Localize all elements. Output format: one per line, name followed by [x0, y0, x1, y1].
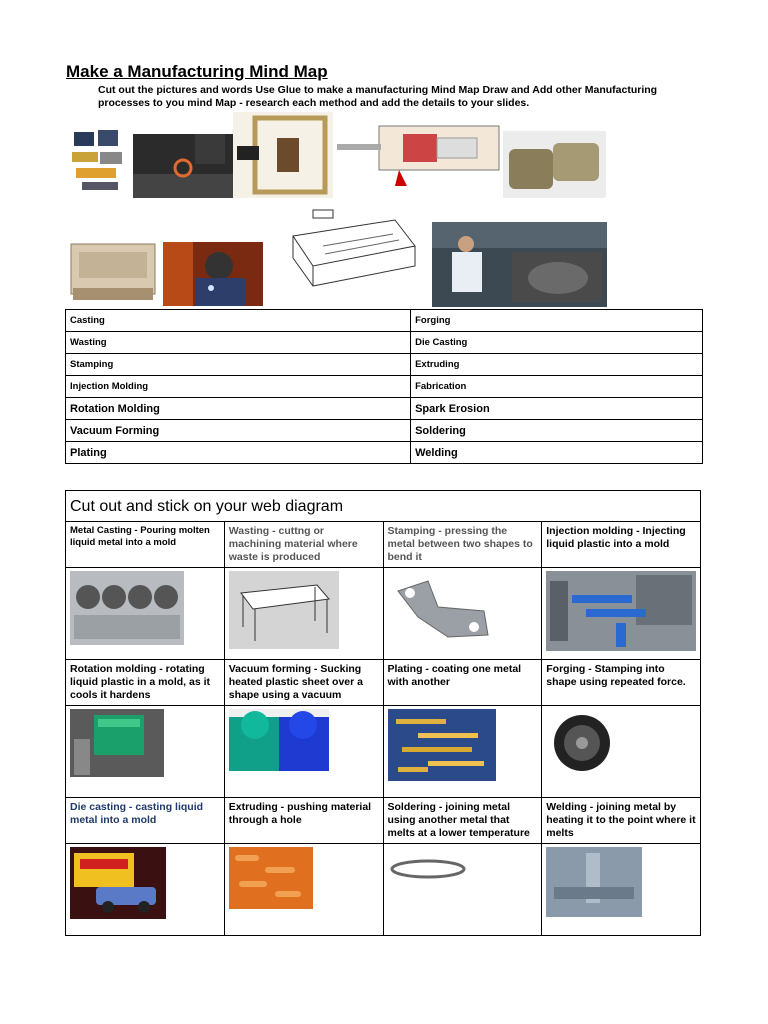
description-cell: Soldering - joining metal using another metal that melts at a lower temperature: [383, 798, 542, 844]
process-cell: Vacuum Forming: [66, 420, 411, 442]
description-cell: Injection molding - Injecting liquid plastic into a mold: [542, 522, 701, 568]
description-cell: Die casting - casting liquid metal into a mold: [66, 798, 225, 844]
description-cell: Welding - joining metal by heating it to the point where it melts: [542, 798, 701, 844]
welded-steel-image: [546, 847, 642, 917]
process-cell: Plating: [66, 442, 411, 464]
process-names-table: [65, 309, 703, 464]
press-machine-image: [233, 112, 333, 198]
injection-molding-diagram: [333, 120, 503, 194]
casting-parts-image: [68, 128, 132, 198]
vacuum-formed-tray-image: [67, 238, 159, 306]
forged-wheel-image: [546, 709, 622, 775]
image-cell: [542, 844, 701, 936]
image-cell: [383, 844, 542, 936]
process-cell: Wasting: [66, 332, 411, 354]
table-drawing-image: [229, 571, 339, 649]
table-row: [66, 376, 703, 398]
table-row: [66, 398, 703, 420]
table-row: [66, 354, 703, 376]
stamped-bracket-image: [388, 571, 498, 647]
description-cell: Plating - coating one metal with another: [383, 660, 542, 706]
process-cell: Die Casting: [411, 332, 703, 354]
image-cell: [66, 844, 225, 936]
description-cell: Vacuum forming - Sucking heated plastic sheet over a shape using a vacuum: [224, 660, 383, 706]
process-cell: Forging: [411, 310, 703, 332]
description-cell: Metal Casting - Pouring molten liquid metal into a mold: [66, 522, 225, 568]
process-cell: Stamping: [66, 354, 411, 376]
table-row: [66, 491, 701, 522]
web-diagram-heading: Cut out and stick on your web diagram: [66, 491, 701, 522]
image-cell: [66, 568, 225, 660]
table-row: [66, 798, 701, 844]
extruded-snacks-image: [229, 847, 313, 909]
process-cell: Casting: [66, 310, 411, 332]
image-cell: [542, 568, 701, 660]
table-row: [66, 706, 701, 798]
description-cell: Wasting - cuttng or machining material where waste is produced: [224, 522, 383, 568]
metal-tins-photo: [503, 131, 606, 198]
description-cell: Extruding - pushing material through a hole: [224, 798, 383, 844]
worker-factory-photo: [432, 222, 607, 307]
image-cell: [383, 706, 542, 798]
die-cast-toy-car-image: [70, 847, 166, 919]
forging-photo: [133, 134, 233, 198]
engine-block-image: [70, 571, 184, 645]
image-cell: [66, 706, 225, 798]
table-row: [66, 332, 703, 354]
process-cell: Extruding: [411, 354, 703, 376]
table-row: [66, 310, 703, 332]
description-cell: Forging - Stamping into shape using repeated force.: [542, 660, 701, 706]
web-diagram-table: [65, 490, 701, 936]
injection-mold-image: [546, 571, 696, 651]
table-row: [66, 420, 703, 442]
process-cell: Fabrication: [411, 376, 703, 398]
vacuum-forming-machine-sketch: [283, 206, 423, 306]
process-cell: Rotation Molding: [66, 398, 411, 420]
table-row: [66, 844, 701, 936]
soldered-chain-image: [388, 847, 468, 887]
vacuum-formed-shapes-image: [229, 709, 329, 771]
rotation-mold-image: [70, 709, 164, 777]
table-row: [66, 522, 701, 568]
image-cell: [224, 568, 383, 660]
plated-pins-image: [388, 709, 496, 781]
table-row: [66, 660, 701, 706]
description-cell: Stamping - pressing the metal between two shapes to bend it: [383, 522, 542, 568]
welder-photo: [163, 242, 263, 306]
table-row: [66, 568, 701, 660]
image-cell: [383, 568, 542, 660]
image-cell: [542, 706, 701, 798]
process-cell: Spark Erosion: [411, 398, 703, 420]
description-cell: Rotation molding - rotating liquid plastic in a mold, as it cools it hardens: [66, 660, 225, 706]
table-row: [66, 442, 703, 464]
instructions-text: Cut out the pictures and words Use Glue to make a manufacturing Mind Map Draw and Add other Manufacturing processes to you mind Map - research each method and add the details to your slides.: [98, 84, 658, 109]
image-cell: [224, 844, 383, 936]
page-title: Make a Manufacturing Mind Map: [66, 62, 328, 81]
process-cell: Welding: [411, 442, 703, 464]
image-cell: [224, 706, 383, 798]
process-cell: Soldering: [411, 420, 703, 442]
process-cell: Injection Molding: [66, 376, 411, 398]
